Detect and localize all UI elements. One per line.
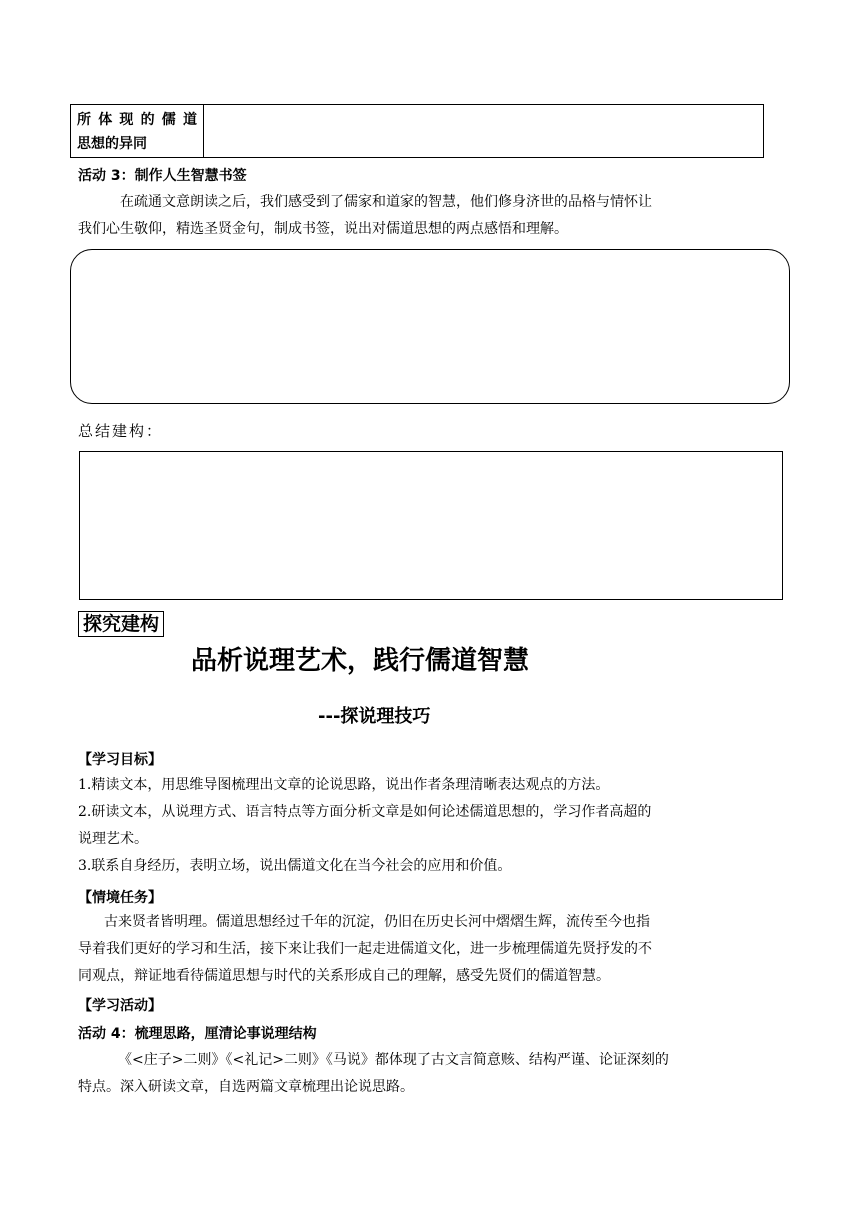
activity3-instructions — [78, 189, 784, 243]
summary-label: 总结建构： — [78, 422, 164, 440]
activity3-line1: 在疏通文意朗读之后，我们感受到了儒家和道家的智慧，他们修身济世的品格与情怀让 — [120, 194, 652, 210]
situation-line2: 导着我们更好的学习和生活，接下来让我们一起走进儒道文化，进一步梳理儒道先贤抒发的不 — [78, 941, 652, 957]
table-row-label-line1: 所体现的儒道 — [77, 112, 197, 128]
activity3-heading: 活动 3：制作人生智慧书签 — [78, 168, 247, 184]
activity4-line1: 《<庄子>二则》《<礼记>二则》《马说》都体现了古文言简意赅、结构严谨、论证深刻的 — [118, 1052, 669, 1068]
page-subtitle: ---探说理技巧 — [318, 706, 431, 727]
table-row-label-line2: 思想的异同 — [77, 136, 147, 152]
activities-heading: 【学习活动】 — [78, 998, 162, 1014]
situation-text — [78, 909, 784, 990]
goals-heading: 【学习目标】 — [78, 752, 162, 768]
goal-item-3: 3.联系自身经历，表明立场，说出儒道文化在当今社会的应用和价值。 — [78, 858, 512, 874]
activity4-heading: 活动 4：梳理思路，厘清论事说理结构 — [78, 1026, 317, 1042]
goal-item-2-line2: 说理艺术。 — [78, 831, 148, 847]
table-answer-cell[interactable] — [205, 105, 763, 157]
summary-answer-box[interactable] — [79, 451, 783, 600]
comparison-table — [70, 104, 764, 158]
activity3-line2: 我们心生敬仰，精选圣贤金句，制成书签，说出对儒道思想的两点感悟和理解。 — [78, 221, 568, 237]
table-row-label — [71, 105, 204, 157]
activity4-line2: 特点。深入研读文章，自选两篇文章梳理出论说思路。 — [78, 1079, 414, 1095]
inquiry-tag: 探究建构 — [78, 611, 164, 637]
activity4-instructions — [78, 1047, 784, 1101]
bookmark-answer-box[interactable] — [70, 249, 790, 404]
situation-heading: 【情境任务】 — [78, 890, 162, 906]
goals-list — [78, 772, 784, 880]
situation-line3: 同观点，辩证地看待儒道思想与时代的关系形成自己的理解，感受先贤们的儒道智慧。 — [78, 968, 610, 984]
goal-item-1: 1.精读文本，用思维导图梳理出文章的论说思路，说出作者条理清晰表达观点的方法。 — [78, 777, 610, 793]
page-title: 品析说理艺术，践行儒道智慧 — [191, 646, 530, 676]
goal-item-2-line1: 2.研读文本，从说理方式、语言特点等方面分析文章是如何论述儒道思想的，学习作者高超的 — [78, 804, 652, 820]
situation-line1: 古来贤者皆明理。儒道思想经过千年的沉淀，仍旧在历史长河中熠熠生辉，流传至今也指 — [104, 914, 650, 930]
